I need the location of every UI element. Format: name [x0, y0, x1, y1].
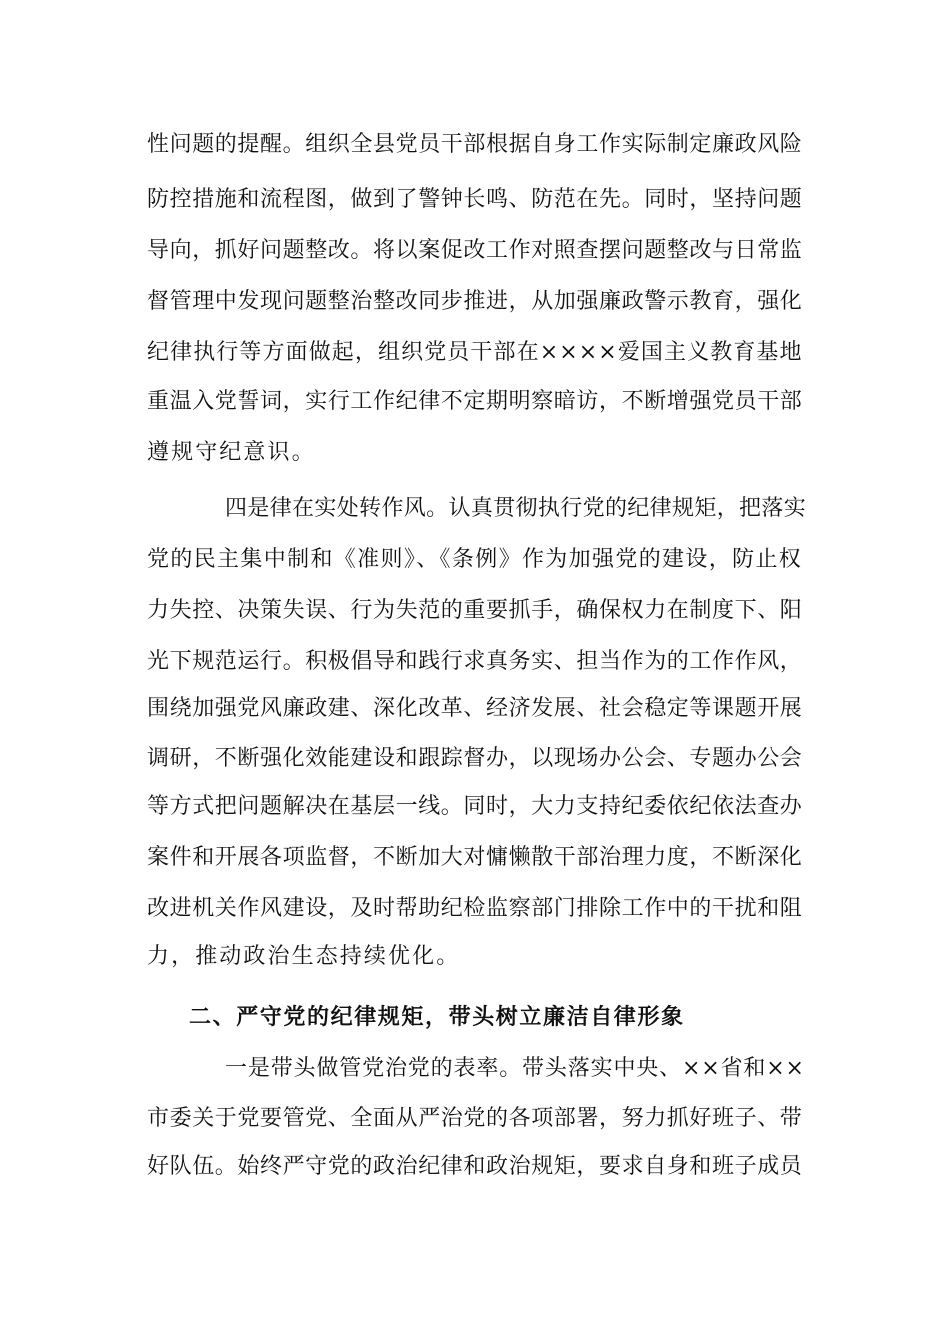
- paragraph-line: 改进机关作风建设，及时帮助纪检监察部门排除工作中的干扰和阻: [147, 896, 803, 921]
- paragraph-line: 好队伍。始终严守党的政治纪律和政治规矩，要求自身和班子成员: [147, 1154, 803, 1179]
- paragraph-line: 力，推动政治生态持续优化。: [147, 944, 461, 969]
- paragraph-line: 围绕加强党风廉政建、深化改革、经济发展、社会稳定等课题开展: [147, 696, 803, 721]
- paragraph-line: 一是带头做管党治党的表率。带头落实中央、××省和××: [225, 1056, 805, 1081]
- paragraph-line: 防控措施和流程图，做到了警钟长鸣、防范在先。同时，坚持问题: [147, 187, 803, 212]
- paragraph-line: 等方式把问题解决在基层一线。同时，大力支持纪委依纪依法查办: [147, 794, 803, 819]
- document-body: [147, 0, 807, 1344]
- paragraph-line: 光下规范运行。积极倡导和践行求真务实、担当作为的工作作风，: [147, 649, 803, 674]
- paragraph-line: 市委关于党要管党、全面从严治党的各项部署，努力抓好班子、带: [147, 1106, 803, 1131]
- paragraph-line: 党的民主集中制和《准则》、《条例》作为加强党的建设，防止权: [147, 547, 803, 572]
- paragraph-line: 纪律执行等方面做起，组织党员干部在××××爱国主义教育基地: [147, 340, 803, 365]
- section-heading: 二、严守党的纪律规矩，带头树立廉洁自律形象: [189, 1005, 685, 1030]
- paragraph-line: 督管理中发现问题整治整改同步推进，从加强廉政警示教育，强化: [147, 289, 803, 314]
- paragraph-line: 遵规守纪意识。: [147, 440, 316, 465]
- paragraph-line: 调研，不断强化效能建设和跟踪督办，以现场办公会、专题办公会: [147, 746, 803, 771]
- paragraph-line: 性问题的提醒。组织全县党员干部根据自身工作实际制定廉政风险: [147, 132, 803, 157]
- paragraph-line: 四是律在实处转作风。认真贯彻执行党的纪律规矩，把落实: [225, 496, 807, 521]
- paragraph-line: 案件和开展各项监督，不断加大对慵懒散干部治理力度，不断深化: [147, 845, 803, 870]
- paragraph-line: 导向，抓好问题整改。将以案促改工作对照查摆问题整改与日常监: [147, 238, 803, 263]
- paragraph-line: 力失控、决策失误、行为失范的重要抓手，确保权力在制度下、阳: [147, 598, 803, 623]
- paragraph-line: 重温入党誓词，实行工作纪律不定期明察暗访，不断增强党员干部: [147, 389, 803, 414]
